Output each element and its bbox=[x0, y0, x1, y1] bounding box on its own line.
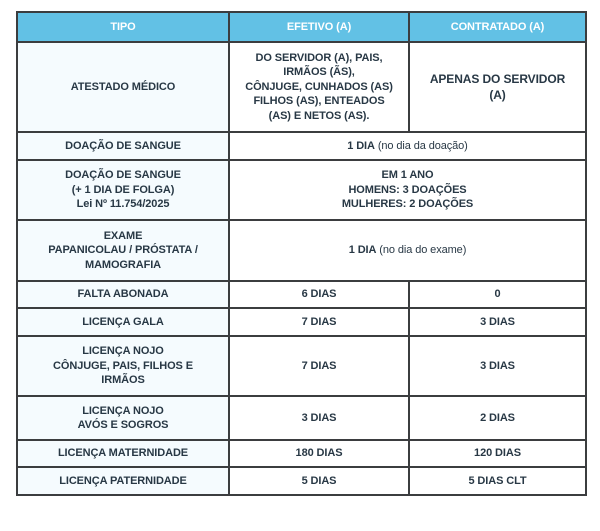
cell-contratado bbox=[409, 440, 586, 467]
cell-efetivo bbox=[229, 440, 409, 467]
cell-efetivo bbox=[229, 42, 409, 132]
cell-text: CÔNJUGE, PAIS, FILHOS E bbox=[53, 359, 193, 372]
cell-text: 2 DIAS bbox=[480, 411, 515, 424]
cell-text: FALTA ABONADA bbox=[77, 288, 169, 301]
cell-text: (AS) E NETOS (AS). bbox=[268, 109, 370, 122]
cell-text: Lei Nº 11.754/2025 bbox=[76, 198, 170, 211]
cell-text: DOAÇÃO DE SANGUE bbox=[65, 169, 181, 182]
table-row bbox=[17, 281, 586, 308]
header-tipo: TIPO bbox=[17, 12, 229, 42]
cell-efetivo bbox=[229, 396, 409, 440]
cell-text: LICENÇA GALA bbox=[82, 315, 164, 328]
cell-text: LICENÇA NOJO bbox=[82, 404, 164, 417]
table-row bbox=[17, 132, 586, 160]
cell-text: ATESTADO MÉDICO bbox=[70, 80, 176, 93]
cell-text: 3 DIAS bbox=[480, 315, 515, 328]
cell-text: 180 DIAS bbox=[295, 447, 343, 460]
cell-contratado bbox=[409, 308, 586, 336]
table-row bbox=[17, 220, 586, 281]
cell-contratado bbox=[409, 281, 586, 308]
cell-text: EXAME bbox=[103, 229, 143, 242]
cell-text: LICENÇA MATERNIDADE bbox=[57, 447, 189, 460]
cell-efetivo bbox=[229, 467, 409, 495]
cell-text: 3 DIAS bbox=[480, 359, 515, 372]
cell-merged bbox=[229, 220, 586, 281]
cell-text: 6 DIAS bbox=[301, 288, 337, 301]
cell-tipo bbox=[17, 308, 229, 336]
table-row bbox=[17, 308, 586, 336]
table-row bbox=[17, 160, 586, 220]
cell-merged bbox=[229, 160, 586, 220]
cell-text: LICENÇA PATERNIDADE bbox=[59, 474, 187, 487]
table-row bbox=[17, 42, 586, 132]
cell-text: 0 bbox=[494, 288, 501, 301]
cell-contratado bbox=[409, 336, 586, 396]
cell-text: (+ 1 DIA DE FOLGA) bbox=[71, 183, 175, 196]
cell-tipo bbox=[17, 132, 229, 160]
cell-text: (A) bbox=[489, 88, 506, 102]
cell-text-strong: 1 DIA bbox=[347, 139, 375, 152]
cell-text: 120 DIAS bbox=[474, 447, 521, 460]
cell-text-note: (no dia da doação) bbox=[374, 139, 468, 152]
cell-tipo bbox=[17, 160, 229, 220]
cell-merged bbox=[229, 132, 586, 160]
cell-text: DO SERVIDOR (A), PAIS, bbox=[255, 51, 383, 64]
cell-text: PAPANICOLAU / PRÓSTATA / bbox=[48, 244, 198, 257]
cell-text: 3 DIAS bbox=[301, 411, 337, 424]
cell-tipo bbox=[17, 467, 229, 495]
cell-text: HOMENS: 3 DOAÇÕES bbox=[348, 183, 467, 196]
cell-text: LICENÇA NOJO bbox=[82, 345, 164, 358]
cell-text-strong: 1 DIA bbox=[348, 244, 377, 257]
cell-tipo bbox=[17, 220, 229, 281]
cell-text: MULHERES: 2 DOAÇÕES bbox=[341, 198, 474, 211]
cell-tipo bbox=[17, 440, 229, 467]
cell-contratado bbox=[409, 396, 586, 440]
table-row bbox=[17, 440, 586, 467]
cell-text: CÔNJUGE, CUNHADOS (AS) bbox=[245, 80, 393, 93]
cell-text: 7 DIAS bbox=[301, 359, 337, 372]
table-row bbox=[17, 396, 586, 440]
cell-text: 7 DIAS bbox=[301, 315, 337, 328]
cell-contratado bbox=[409, 42, 586, 132]
cell-tipo bbox=[17, 42, 229, 132]
benefits-table bbox=[16, 11, 587, 496]
cell-tipo bbox=[17, 396, 229, 440]
cell-efetivo bbox=[229, 308, 409, 336]
cell-text: IRMÃOS (ÃS), bbox=[283, 66, 355, 79]
table-header-row bbox=[17, 12, 586, 42]
cell-tipo bbox=[17, 281, 229, 308]
cell-efetivo bbox=[229, 281, 409, 308]
cell-text: DOAÇÃO DE SANGUE bbox=[65, 139, 181, 152]
cell-text-note: (no dia do exame) bbox=[376, 244, 467, 257]
cell-text: IRMÃOS bbox=[101, 374, 145, 387]
cell-text: APENAS DO SERVIDOR bbox=[429, 72, 566, 86]
header-efetivo: EFETIVO (A) bbox=[229, 12, 409, 42]
cell-text: 5 DIAS bbox=[301, 474, 337, 487]
cell-text: FILHOS (AS), ENTEADOS bbox=[253, 95, 385, 108]
cell-tipo bbox=[17, 336, 229, 396]
cell-contratado bbox=[409, 467, 586, 495]
cell-text: AVÓS E SOGROS bbox=[77, 419, 169, 431]
table-row bbox=[17, 336, 586, 396]
benefits-table-container bbox=[16, 11, 585, 496]
cell-text: 5 DIAS CLT bbox=[468, 474, 527, 487]
cell-efetivo bbox=[229, 336, 409, 396]
cell-text: MAMOGRAFIA bbox=[85, 258, 161, 271]
table-row bbox=[17, 467, 586, 495]
cell-text: EM 1 ANO bbox=[381, 169, 434, 182]
header-contratado: CONTRATADO (A) bbox=[409, 12, 586, 42]
